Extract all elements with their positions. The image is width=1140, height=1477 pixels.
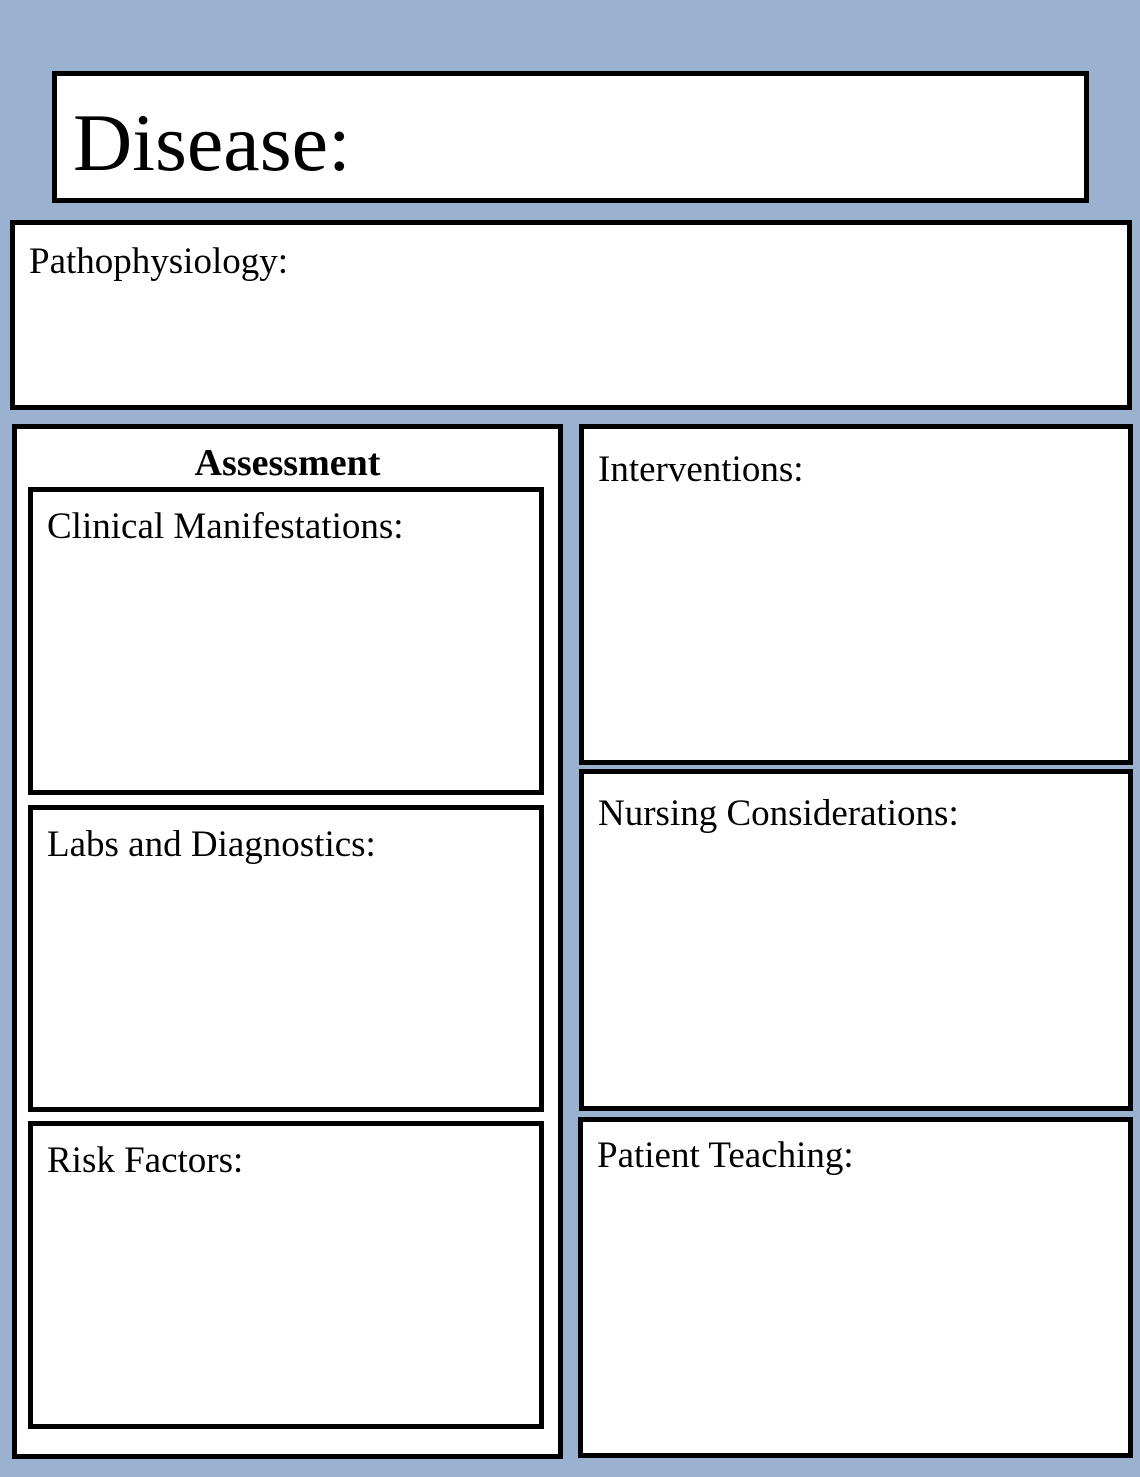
interventions-label: Interventions: bbox=[598, 449, 804, 490]
clinical-manifestations-label: Clinical Manifestations: bbox=[47, 506, 404, 547]
assessment-title: Assessment bbox=[194, 442, 381, 484]
risk-factors-label: Risk Factors: bbox=[47, 1140, 244, 1181]
labs-diagnostics-label: Labs and Diagnostics: bbox=[47, 824, 376, 865]
pathophysiology-field[interactable] bbox=[10, 220, 1132, 410]
patient-teaching-label: Patient Teaching: bbox=[597, 1135, 854, 1176]
labs-diagnostics-field[interactable] bbox=[28, 805, 544, 1112]
disease-label: Disease: bbox=[73, 97, 351, 188]
nursing-considerations-field[interactable] bbox=[579, 769, 1133, 1111]
nursing-considerations-label: Nursing Considerations: bbox=[598, 793, 959, 834]
risk-factors-field[interactable] bbox=[28, 1121, 544, 1429]
patient-teaching-field[interactable] bbox=[578, 1117, 1133, 1458]
pathophysiology-label: Pathophysiology: bbox=[29, 241, 289, 282]
interventions-field[interactable] bbox=[579, 424, 1133, 765]
disease-field[interactable] bbox=[52, 71, 1089, 203]
clinical-manifestations-field[interactable] bbox=[28, 487, 544, 795]
